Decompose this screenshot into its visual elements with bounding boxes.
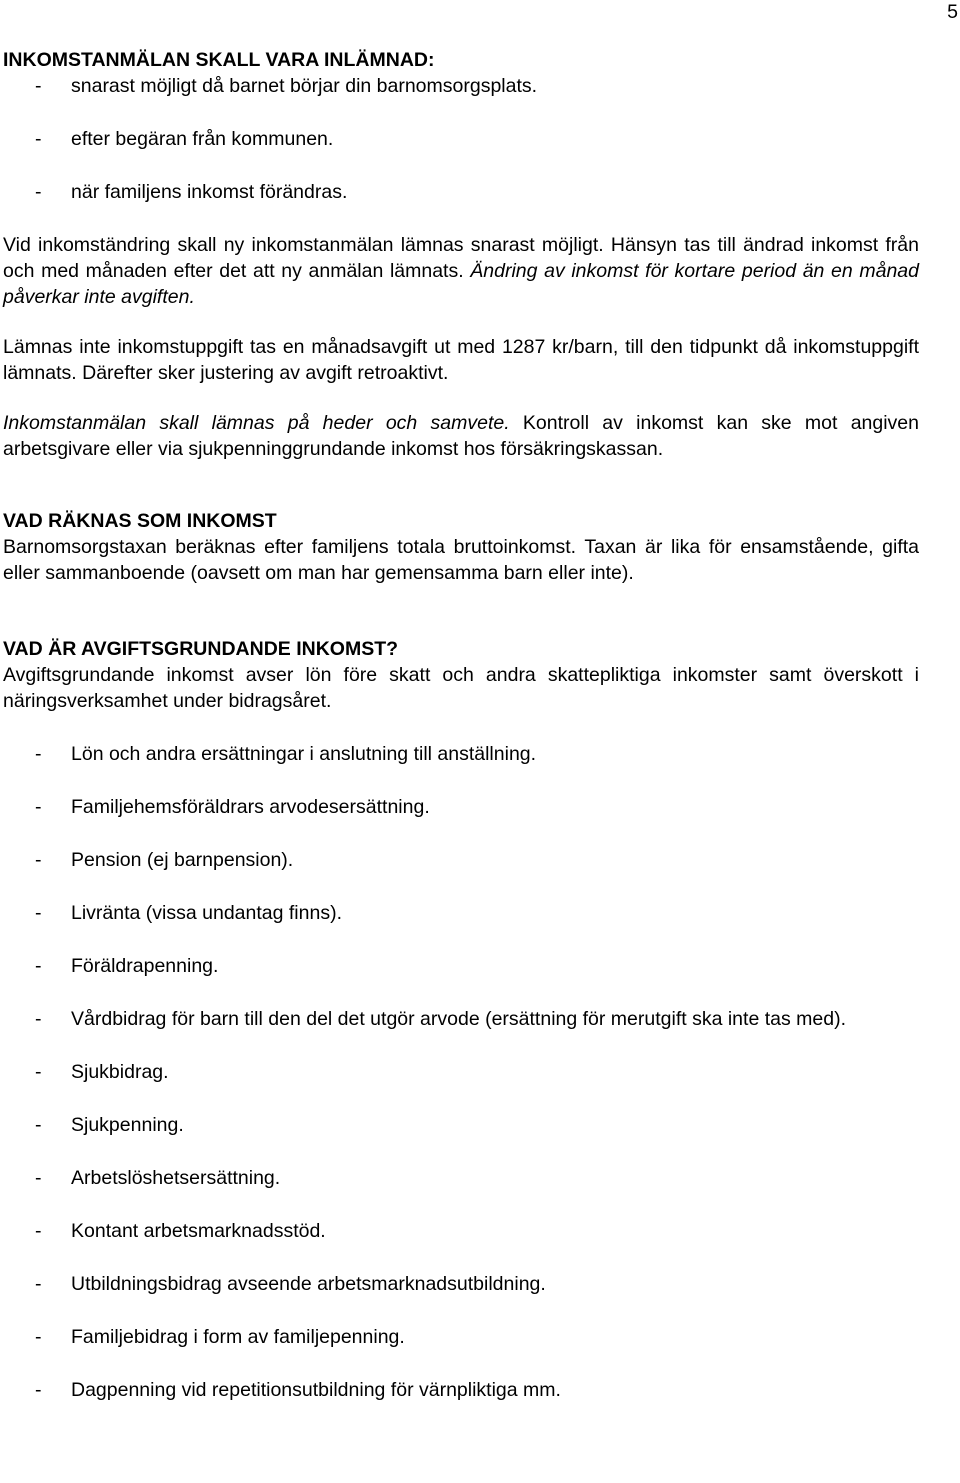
list-item <box>3 1218 919 1244</box>
list-item <box>3 73 919 99</box>
list-item-text: Sjukbidrag. <box>71 1061 169 1083</box>
paragraph-italic-text: Inkomstanmälan skall lämnas på heder och samvete. <box>3 412 510 434</box>
list-item <box>3 1324 919 1350</box>
list-item <box>3 953 919 979</box>
list-item-text: när familjens inkomst förändras. <box>71 181 348 203</box>
list-item <box>3 1271 919 1297</box>
list-item <box>3 1165 919 1191</box>
list-item-text: Utbildningsbidrag avseende arbetsmarknadsutbildning. <box>71 1273 546 1295</box>
list-dash: - <box>35 1061 42 1083</box>
list-dash: - <box>35 743 42 765</box>
list-dash: - <box>35 1273 42 1295</box>
list-item-text: Sjukpenning. <box>71 1114 184 1136</box>
list-item-text: Pension (ej barnpension). <box>71 849 294 871</box>
list-item <box>3 179 919 205</box>
list-dash: - <box>35 902 42 924</box>
list-item-text: Familjehemsföräldrars arvodesersättning. <box>71 796 430 818</box>
list-dash: - <box>35 75 42 97</box>
paragraph-barnomsorgstaxan: Barnomsorgstaxan beräknas efter familjens totala bruttoinkomst. Taxan är lika för ensamstående, gifta eller sammanboende (oavsett om man har gemensamma barn eller inte). <box>3 536 919 584</box>
paragraph-avgiftsgrundande: Avgiftsgrundande inkomst avser lön före skatt och andra skattepliktiga inkomster samt överskott i näringsverksamhet under bidragsåret. <box>3 664 919 712</box>
list-item <box>3 1059 919 1085</box>
list-item-text: snarast möjligt då barnet börjar din barnomsorgsplats. <box>71 75 538 97</box>
list-item <box>3 741 919 767</box>
list-dash: - <box>35 181 42 203</box>
list-item-text: Vårdbidrag för barn till den del det utgör arvode (ersättning för merutgift ska inte tas med). <box>71 1008 846 1030</box>
list-dash: - <box>35 955 42 977</box>
list-dash: - <box>35 796 42 818</box>
list-dash: - <box>35 1008 42 1030</box>
page-number: 5 <box>947 1 958 23</box>
list-item <box>3 1112 919 1138</box>
list-dash: - <box>35 1114 42 1136</box>
section-heading-vad-raknas: VAD RÄKNAS SOM INKOMST <box>3 510 277 532</box>
list-item <box>3 847 919 873</box>
list-item-text: Familjebidrag i form av familjepenning. <box>71 1326 405 1348</box>
paragraph-text: Kontroll av inkomst kan ske mot angiven arbetsgivare eller via sjukpenninggrundande inkomst hos försäkringskassan. <box>3 412 919 460</box>
paragraph-heder-samvete <box>3 410 919 462</box>
list-item <box>3 1377 919 1403</box>
paragraph-italic-text: Ändring av inkomst för kortare period än en månad påverkar inte avgiften. <box>3 260 919 308</box>
list-item <box>3 900 919 926</box>
list-item-text: Kontant arbetsmarknadsstöd. <box>71 1220 326 1242</box>
document-body <box>3 47 919 1403</box>
list-item <box>3 794 919 820</box>
section-heading-avgiftsgrundande: VAD ÄR AVGIFTSGRUNDANDE INKOMST? <box>3 638 399 660</box>
section-heading-inlamnad: INKOMSTANMÄLAN SKALL VARA INLÄMNAD: <box>3 49 435 71</box>
list-dash: - <box>35 849 42 871</box>
list-dash: - <box>35 128 42 150</box>
list-item-text: efter begäran från kommunen. <box>71 128 334 150</box>
list-item-text: Arbetslöshetsersättning. <box>71 1167 281 1189</box>
list-item <box>3 1006 919 1032</box>
income-list <box>3 741 919 1403</box>
paragraph-inkomstuppgift: Lämnas inte inkomstuppgift tas en månadsavgift ut med 1287 kr/barn, till den tidpunkt då inkomstuppgift lämnats. Därefter sker justering av avgift retroaktivt. <box>3 336 919 384</box>
list-dash: - <box>35 1167 42 1189</box>
list-item-text: Föräldrapenning. <box>71 955 219 977</box>
list-item <box>3 126 919 152</box>
list-dash: - <box>35 1379 42 1401</box>
list-dash: - <box>35 1326 42 1348</box>
paragraph-text: Vid inkomständring skall ny inkomstanmälan lämnas snarast möjligt. Hänsyn tas till ändrad inkomst från och med månaden efter det att ny anmälan lämnats. <box>3 234 919 282</box>
list-dash: - <box>35 1220 42 1242</box>
list-item-text: Dagpenning vid repetitionsutbildning för värnpliktiga mm. <box>71 1379 561 1401</box>
paragraph-inkomstandring <box>3 232 919 310</box>
list-item-text: Livränta (vissa undantag finns). <box>71 902 342 924</box>
list-item-text: Lön och andra ersättningar i anslutning till anställning. <box>71 743 537 765</box>
